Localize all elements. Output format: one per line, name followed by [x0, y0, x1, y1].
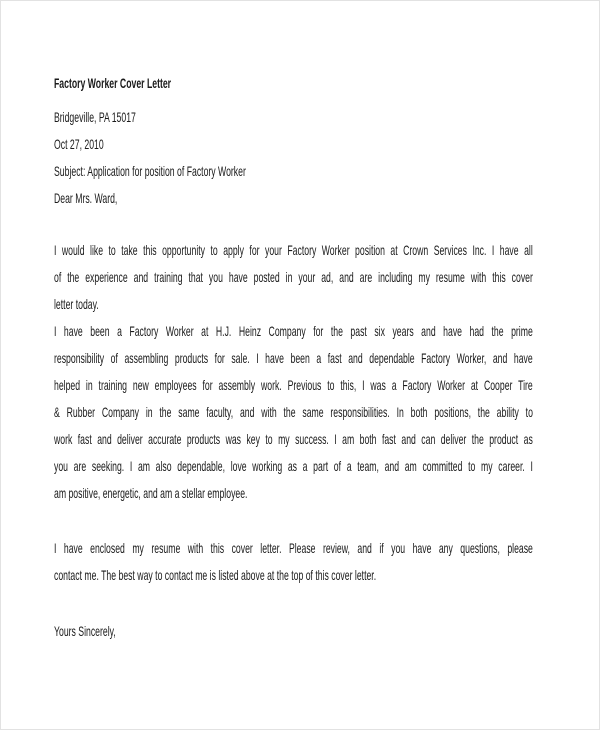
- paragraph-2-line: helped in training new employees for assembly work. Previous to this, I was a Factory Worker at Cooper Tire: [54, 377, 533, 393]
- salutation: Dear Mrs. Ward,: [54, 190, 118, 206]
- paragraph-3-line: contact me. The best way to contact me is listed above at the top of this cover letter.: [54, 567, 377, 583]
- letter-date: Oct 27, 2010: [54, 136, 104, 152]
- paragraph-2-line: I have been a Factory Worker at H.J. Heinz Company for the past six years and have had the prime: [54, 323, 533, 339]
- letter-subject: Subject: Application for position of Factory Worker: [54, 163, 246, 179]
- paragraph-2-line: responsibility of assembling products for sale. I have been a fast and dependable Factory Worker, and have: [54, 350, 533, 366]
- paragraph-1-line: letter today.: [54, 296, 99, 312]
- paragraph-3-line: I have enclosed my resume with this cover letter. Please review, and if you have any questions, please: [54, 540, 533, 556]
- paragraph-2-line: am positive, energetic, and am a stellar employee.: [54, 485, 248, 501]
- paragraph-2-line: & Rubber Company in the same faculty, and with the same responsibilities. In both positions, the ability to: [54, 404, 533, 420]
- closing: Yours Sincerely,: [54, 623, 116, 639]
- paragraph-2-line: you are seeking. I am also dependable, love working as a part of a team, and am committed to my career. I: [54, 458, 533, 474]
- paragraph-1-line: I would like to take this opportunity to apply for your Factory Worker position at Crown Services Inc. I have all: [54, 242, 533, 258]
- letter-title: Factory Worker Cover Letter: [54, 75, 172, 91]
- paragraph-2-line: work fast and deliver accurate products was key to my success. I am both fast and can deliver the product as: [54, 431, 533, 447]
- sender-address: Bridgeville, PA 15017: [54, 109, 136, 125]
- paragraph-1-line: of the experience and training that you have posted in your ad, and are including my resume with this cover: [54, 269, 533, 285]
